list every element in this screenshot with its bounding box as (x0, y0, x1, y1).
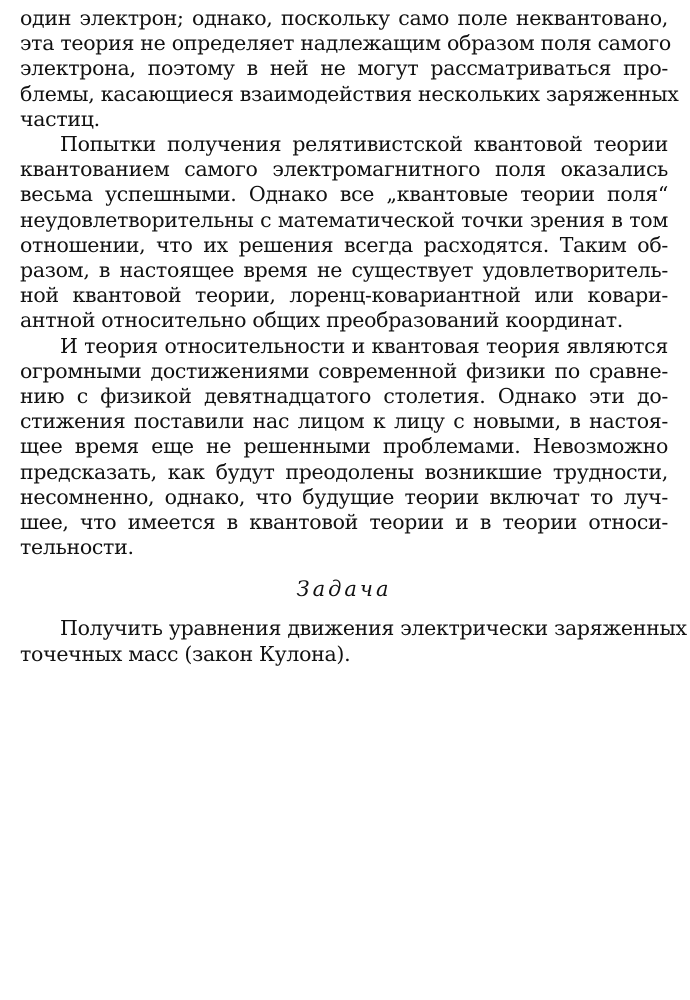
text-line: предсказать, как будут преодолены возникшие трудности, (20, 459, 668, 484)
text-line: шее, что имеется в квантовой теории и в теории относи- (20, 510, 668, 535)
text-line: несомненно, однако, что будущие теории включат то луч- (20, 484, 668, 509)
text-line: антной относительно общих преобразований координат. (20, 308, 623, 333)
text-line: точечных масс (закон Кулона). (20, 641, 351, 666)
text-line: блемы, касающиеся взаимодействия нескольких заряженных (20, 81, 679, 106)
text-line: частиц. (20, 106, 100, 131)
text-line: щее время еще не решенными проблемами. Невозможно (20, 434, 668, 459)
text-line: стижения поставили нас лицом к лицу с новыми, в настоя- (20, 409, 668, 434)
text-line: разом, в настоящее время не существует удовлетворитель- (20, 258, 668, 283)
text-line: неудовлетворительны с математической точки зрения в том (20, 207, 668, 232)
task-paragraph (20, 616, 687, 666)
page-body (20, 6, 687, 667)
text-line: один электрон; однако, поскольку само поле неквантовано, (20, 6, 668, 30)
text-line: Попытки получения релятивистской квантовой теории (60, 132, 668, 157)
text-line: электрона, поэтому в ней не могут рассматриваться про- (20, 56, 668, 81)
text-line: квантованием самого электромагнитного поля оказались (20, 157, 668, 182)
text-line: нию с физикой девятнадцатого столетия. Однако эти до- (20, 384, 668, 409)
paragraph-3 (20, 334, 668, 561)
text-line: эта теория не определяет надлежащим образом поля самого (20, 31, 671, 56)
paragraph-2 (20, 132, 668, 334)
text-line: И теория относительности и квантовая теория являются (60, 333, 668, 358)
text-line: отношении, что их решения всегда расходятся. Таким об- (20, 232, 668, 257)
text-line: тельности. (20, 535, 134, 560)
text-line: огромными достижениями современной физики по сравне- (20, 358, 668, 383)
text-line: Получить уравнения движения электрически заряженных (60, 616, 687, 641)
section-heading: Задача (296, 577, 392, 602)
text-line: ной квантовой теории, лоренц-ковариантной или ковари- (20, 283, 668, 308)
paragraph-1 (20, 6, 679, 132)
text-line: весьма успешными. Однако все „квантовые теории поля“ (20, 182, 668, 207)
